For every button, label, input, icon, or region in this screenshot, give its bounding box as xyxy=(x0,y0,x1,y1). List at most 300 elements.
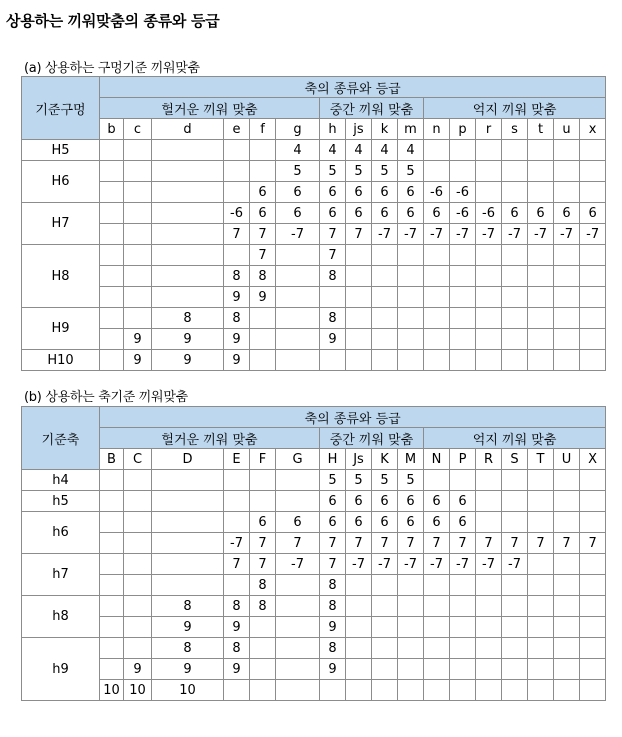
table-cell xyxy=(124,617,152,638)
table-cell: 6 xyxy=(250,203,276,224)
table-cell xyxy=(124,140,152,161)
table-cell: 7 xyxy=(250,245,276,266)
table-cell xyxy=(424,329,450,350)
table-cell xyxy=(224,470,250,491)
table-cell xyxy=(554,617,580,638)
table-cell xyxy=(528,596,554,617)
table-cell xyxy=(502,245,528,266)
grade-label: H6 xyxy=(22,161,100,203)
column-header: t xyxy=(528,119,554,140)
table-cell: -7 xyxy=(372,554,398,575)
grade-label: H8 xyxy=(22,245,100,308)
table-cell xyxy=(424,350,450,371)
table-cell xyxy=(224,140,250,161)
table-cell xyxy=(152,266,224,287)
table-cell xyxy=(152,512,224,533)
column-header: T xyxy=(528,449,554,470)
table-cell xyxy=(152,140,224,161)
table-cell xyxy=(276,470,320,491)
table-cell xyxy=(502,617,528,638)
table-cell: 6 xyxy=(398,182,424,203)
table-cell: -7 xyxy=(476,224,502,245)
table-cell: 5 xyxy=(320,470,346,491)
grade-label: H7 xyxy=(22,203,100,245)
column-header: s xyxy=(502,119,528,140)
table-cell: 6 xyxy=(372,203,398,224)
table-cell: 7 xyxy=(320,554,346,575)
column-header: c xyxy=(124,119,152,140)
column-header: Js xyxy=(346,449,372,470)
table-cell xyxy=(250,161,276,182)
table-cell xyxy=(398,575,424,596)
table-cell: 10 xyxy=(124,680,152,701)
table-cell xyxy=(398,287,424,308)
table-cell xyxy=(346,659,372,680)
table-cell xyxy=(100,470,124,491)
table-cell: 8 xyxy=(320,575,346,596)
table-cell: 9 xyxy=(224,350,250,371)
table-cell: 9 xyxy=(224,329,250,350)
table-row xyxy=(22,350,622,371)
table-cell xyxy=(424,161,450,182)
table-cell xyxy=(100,329,124,350)
table-cell xyxy=(554,491,580,512)
table-cell: -6 xyxy=(224,203,250,224)
table-cell: 4 xyxy=(320,140,346,161)
table-cell: 4 xyxy=(276,140,320,161)
table-cell xyxy=(554,512,580,533)
table-cell xyxy=(152,203,224,224)
table-cell: 7 xyxy=(346,224,372,245)
column-header: M xyxy=(398,449,424,470)
table-cell xyxy=(250,617,276,638)
table-row xyxy=(22,659,622,680)
hole-basis-fit-table xyxy=(21,76,622,371)
table-cell: 4 xyxy=(398,140,424,161)
table-cell xyxy=(476,638,502,659)
table-cell: -7 xyxy=(224,533,250,554)
table-cell xyxy=(580,245,606,266)
table-cell: 4 xyxy=(372,140,398,161)
table-cell xyxy=(528,350,554,371)
table-cell: 9 xyxy=(224,659,250,680)
table-cell: 7 xyxy=(450,533,476,554)
table-cell: 6 xyxy=(250,512,276,533)
table-cell xyxy=(250,659,276,680)
table-cell xyxy=(580,287,606,308)
table-cell xyxy=(100,638,124,659)
table-cell: 7 xyxy=(320,224,346,245)
table-cell: 6 xyxy=(346,203,372,224)
table-cell xyxy=(528,308,554,329)
column-header: b xyxy=(100,119,124,140)
table-cell xyxy=(554,470,580,491)
table-cell: 6 xyxy=(276,512,320,533)
table-cell xyxy=(528,266,554,287)
table-cell: 6 xyxy=(450,491,476,512)
table-cell xyxy=(276,680,320,701)
table-cell xyxy=(424,140,450,161)
table-cell: 6 xyxy=(424,512,450,533)
table-row xyxy=(22,617,622,638)
column-header: m xyxy=(398,119,424,140)
table-cell xyxy=(250,350,276,371)
table-cell xyxy=(124,161,152,182)
table-cell xyxy=(502,161,528,182)
table-cell: 7 xyxy=(224,554,250,575)
table-row xyxy=(22,575,622,596)
table-cell: 8 xyxy=(224,266,250,287)
column-header: h xyxy=(320,119,346,140)
table-cell xyxy=(100,245,124,266)
table-cell: 5 xyxy=(372,470,398,491)
table-cell xyxy=(320,680,346,701)
table-cell xyxy=(224,575,250,596)
table-cell xyxy=(152,224,224,245)
table-cell xyxy=(152,533,224,554)
table-cell xyxy=(424,287,450,308)
table-cell: 6 xyxy=(528,203,554,224)
table-cell xyxy=(424,638,450,659)
table-cell: -6 xyxy=(424,182,450,203)
table-cell xyxy=(580,350,606,371)
table-cell xyxy=(580,659,606,680)
table-cell xyxy=(372,350,398,371)
table-cell xyxy=(424,617,450,638)
table-cell: 9 xyxy=(250,287,276,308)
table-cell xyxy=(476,659,502,680)
table-cell: 7 xyxy=(502,533,528,554)
table-cell xyxy=(124,470,152,491)
table-cell xyxy=(124,245,152,266)
table-cell: 7 xyxy=(250,533,276,554)
table-cell xyxy=(100,161,124,182)
column-header: X xyxy=(580,449,606,470)
table-cell xyxy=(346,287,372,308)
table-cell xyxy=(528,617,554,638)
table-cell xyxy=(424,308,450,329)
table-cell xyxy=(424,470,450,491)
column-header: u xyxy=(554,119,580,140)
table-cell xyxy=(152,287,224,308)
table-row xyxy=(22,287,622,308)
table-cell: 6 xyxy=(398,512,424,533)
table-cell xyxy=(424,266,450,287)
table-cell xyxy=(250,470,276,491)
table-row xyxy=(22,308,622,329)
table-cell: 9 xyxy=(152,329,224,350)
table-cell xyxy=(152,491,224,512)
table-cell xyxy=(554,659,580,680)
table-row xyxy=(22,533,622,554)
table-cell xyxy=(250,680,276,701)
table-cell: 7 xyxy=(398,533,424,554)
table-cell xyxy=(100,659,124,680)
group-header: 억지 끼워 맞춤 xyxy=(424,98,606,119)
table-cell xyxy=(502,470,528,491)
table-cell xyxy=(250,140,276,161)
table-cell xyxy=(450,161,476,182)
table-cell: 6 xyxy=(398,491,424,512)
column-header: F xyxy=(250,449,276,470)
table-cell: -7 xyxy=(424,224,450,245)
table-cell: 8 xyxy=(320,638,346,659)
table-cell xyxy=(580,308,606,329)
table-cell: 5 xyxy=(398,161,424,182)
table-cell xyxy=(476,512,502,533)
column-header: P xyxy=(450,449,476,470)
table-cell xyxy=(424,575,450,596)
grade-label: h9 xyxy=(22,638,100,701)
grade-label: h4 xyxy=(22,470,100,491)
table-cell: 9 xyxy=(224,287,250,308)
table-cell: 7 xyxy=(320,533,346,554)
table-cell xyxy=(528,512,554,533)
table-cell: 6 xyxy=(372,512,398,533)
table-cell: 10 xyxy=(152,680,224,701)
table-cell xyxy=(450,329,476,350)
table-cell xyxy=(346,638,372,659)
table-cell xyxy=(124,182,152,203)
table-cell xyxy=(502,575,528,596)
table-cell xyxy=(276,308,320,329)
table-cell xyxy=(276,245,320,266)
table-cell xyxy=(124,533,152,554)
table-cell: -7 xyxy=(346,554,372,575)
table-cell xyxy=(398,350,424,371)
corner-header: 기준구멍 xyxy=(22,77,100,140)
table-cell xyxy=(100,287,124,308)
table-cell xyxy=(152,182,224,203)
table-cell xyxy=(476,266,502,287)
table-cell xyxy=(372,617,398,638)
table-cell: 8 xyxy=(250,596,276,617)
table-cell xyxy=(346,617,372,638)
table-cell xyxy=(100,575,124,596)
table-cell xyxy=(398,596,424,617)
table-cell: 6 xyxy=(450,512,476,533)
table-cell: -6 xyxy=(476,203,502,224)
table-cell: -7 xyxy=(502,554,528,575)
table-cell xyxy=(250,491,276,512)
table-cell: 6 xyxy=(346,491,372,512)
table-row xyxy=(22,161,622,182)
table-cell xyxy=(100,491,124,512)
column-header: E xyxy=(224,449,250,470)
table-row xyxy=(22,203,622,224)
table-cell xyxy=(124,554,152,575)
table-cell xyxy=(398,266,424,287)
table-cell xyxy=(276,638,320,659)
table-cell xyxy=(224,491,250,512)
table-cell xyxy=(398,617,424,638)
table-cell xyxy=(528,161,554,182)
column-header: js xyxy=(346,119,372,140)
table-cell: 8 xyxy=(224,596,250,617)
column-header: f xyxy=(250,119,276,140)
table-cell xyxy=(450,245,476,266)
table-cell: 8 xyxy=(250,266,276,287)
table-cell xyxy=(580,575,606,596)
table-cell xyxy=(124,491,152,512)
table-cell xyxy=(476,308,502,329)
table-cell xyxy=(450,617,476,638)
section-b-caption: (b) 상용하는 축기준 끼워맞춤 xyxy=(24,390,188,405)
table-cell: 8 xyxy=(152,638,224,659)
table-cell xyxy=(554,554,580,575)
table-cell: 8 xyxy=(152,308,224,329)
table-cell xyxy=(276,491,320,512)
table-cell xyxy=(580,182,606,203)
table-cell xyxy=(580,617,606,638)
table-cell xyxy=(372,308,398,329)
table-cell xyxy=(580,140,606,161)
table-cell: 6 xyxy=(346,512,372,533)
table-cell: 8 xyxy=(320,308,346,329)
table-cell: 8 xyxy=(224,308,250,329)
table-cell: 6 xyxy=(250,182,276,203)
table-cell xyxy=(502,182,528,203)
table-cell xyxy=(450,575,476,596)
table-cell: -7 xyxy=(502,224,528,245)
table-cell xyxy=(528,287,554,308)
table-cell xyxy=(152,161,224,182)
table-cell xyxy=(476,245,502,266)
table-cell: 6 xyxy=(372,182,398,203)
table-cell xyxy=(476,680,502,701)
super-header: 축의 종류와 등급 xyxy=(100,407,606,428)
table-cell: 7 xyxy=(320,245,346,266)
table-cell xyxy=(100,266,124,287)
table-cell: 7 xyxy=(224,224,250,245)
table-cell: 9 xyxy=(124,329,152,350)
group-header: 중간 끼워 맞춤 xyxy=(320,98,424,119)
table-cell xyxy=(528,182,554,203)
table-cell: 9 xyxy=(224,617,250,638)
table-cell xyxy=(276,575,320,596)
table-cell xyxy=(502,140,528,161)
table-cell xyxy=(554,182,580,203)
table-cell xyxy=(372,575,398,596)
table-cell xyxy=(450,266,476,287)
table-cell xyxy=(476,182,502,203)
table-cell xyxy=(100,308,124,329)
table-cell: 7 xyxy=(580,533,606,554)
table-cell xyxy=(224,161,250,182)
table-cell: 5 xyxy=(320,161,346,182)
table-cell: 7 xyxy=(276,533,320,554)
table-cell xyxy=(346,596,372,617)
table-cell xyxy=(100,596,124,617)
table-cell xyxy=(372,329,398,350)
table-cell xyxy=(554,161,580,182)
table-cell xyxy=(476,329,502,350)
table-cell xyxy=(450,350,476,371)
table-row xyxy=(22,554,622,575)
table-cell xyxy=(580,638,606,659)
table-cell xyxy=(502,266,528,287)
table-cell xyxy=(580,512,606,533)
table-cell xyxy=(450,308,476,329)
table-cell: 6 xyxy=(320,512,346,533)
table-cell xyxy=(580,491,606,512)
table-row xyxy=(22,680,622,701)
table-cell xyxy=(372,659,398,680)
table-cell: 8 xyxy=(250,575,276,596)
table-cell: 7 xyxy=(554,533,580,554)
table-row xyxy=(22,638,622,659)
table-cell xyxy=(346,575,372,596)
table-cell xyxy=(450,470,476,491)
grade-label: h7 xyxy=(22,554,100,596)
table-cell xyxy=(398,638,424,659)
table-cell xyxy=(528,638,554,659)
column-header: H xyxy=(320,449,346,470)
table-cell: 5 xyxy=(276,161,320,182)
table-cell xyxy=(124,638,152,659)
table-cell xyxy=(528,575,554,596)
table-cell: 7 xyxy=(528,533,554,554)
table-row xyxy=(22,596,622,617)
table-cell xyxy=(554,245,580,266)
table-cell xyxy=(124,266,152,287)
table-cell: 5 xyxy=(346,161,372,182)
table-cell: 4 xyxy=(346,140,372,161)
table-cell xyxy=(346,266,372,287)
column-header: N xyxy=(424,449,450,470)
table-cell xyxy=(450,596,476,617)
table-row xyxy=(22,329,622,350)
table-cell xyxy=(372,638,398,659)
column-header: e xyxy=(224,119,250,140)
table-cell: -7 xyxy=(276,224,320,245)
table-row xyxy=(22,140,622,161)
table-cell xyxy=(554,266,580,287)
table-cell: 6 xyxy=(580,203,606,224)
table-cell xyxy=(124,287,152,308)
table-cell xyxy=(580,596,606,617)
table-cell xyxy=(152,575,224,596)
table-cell xyxy=(100,203,124,224)
group-header: 중간 끼워 맞춤 xyxy=(320,428,424,449)
table-cell xyxy=(554,287,580,308)
table-cell xyxy=(554,140,580,161)
table-cell xyxy=(450,680,476,701)
table-cell xyxy=(528,470,554,491)
column-header: U xyxy=(554,449,580,470)
table-cell xyxy=(502,329,528,350)
table-cell xyxy=(398,680,424,701)
grade-label: h6 xyxy=(22,512,100,554)
table-cell: 9 xyxy=(152,659,224,680)
table-cell: 9 xyxy=(320,617,346,638)
table-cell xyxy=(346,680,372,701)
table-cell: -7 xyxy=(580,224,606,245)
table-cell xyxy=(476,617,502,638)
table-cell: 8 xyxy=(320,596,346,617)
table-cell xyxy=(250,638,276,659)
table-cell xyxy=(124,575,152,596)
table-row xyxy=(22,245,622,266)
column-header: R xyxy=(476,449,502,470)
table-cell: 8 xyxy=(152,596,224,617)
table-cell: 7 xyxy=(476,533,502,554)
section-a-caption: (a) 상용하는 구멍기준 끼워맞춤 xyxy=(24,61,200,76)
grade-label: H10 xyxy=(22,350,100,371)
table-cell: 8 xyxy=(224,638,250,659)
column-header: D xyxy=(152,449,224,470)
table-cell: -7 xyxy=(276,554,320,575)
